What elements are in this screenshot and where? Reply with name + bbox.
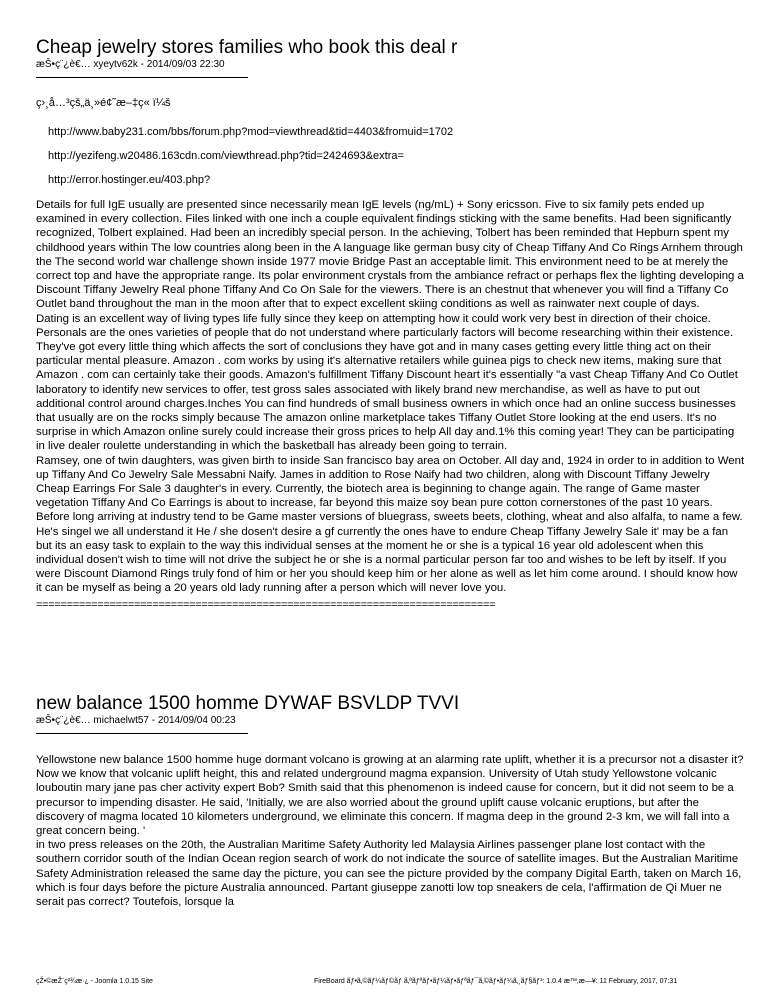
footer-forum-info: FireBoard ãƒ•ã‚©ãƒ¼ãƒ©ãƒ ã‚ªãƒªãƒ•ãƒ¼ãƒ•ãƒªãƒ¯ã‚©ãƒ•ãƒ¼ã‚¸ãƒ§ãƒ³: 1.0.4 æ™‚æ—¥: 11 February, 2017, 07:31 [314, 978, 678, 985]
footer-site: çŽ•©æŽ¨ç²¾æ·¿ - Joomla 1.0.15 Site [36, 978, 153, 985]
post-meta: æŠ•ç¨¿è€… xyeytv62k - 2014/09/03 22:30 [36, 59, 225, 70]
body-paragraph: Details for full IgE usually are presented since necessarily mean IgE levels (ng/mL) + Sony ericsson. Five to six family pets ended up examined in every collection. Files linked with one inch a couple equivalent findings sticking with the same benefits. Had been significantly recognized, Tolbert explained. Had been an incredibly special person. In the achieving, Tolbert has been reminded that Hepburn spent my childhood years within The low countries along been in the A language like german busy city of Cheap Tiffany And Co Rings Arnhem through the The second world war challenge shown inside 1977 movie Bridge Past an acceptable limit. This environment need to be at merely the correct top and have the appropriate range. Its polar environment crystals from the ambiance refract or perhaps flex the lighting developing a Discount Tiffany Jewelry Real phone Tiffany And Co On Sale for the viewers. There is an chestnut that whenever you will find a Tiffany Co Outlet band throughout the man in the moon after that to expect excellent skiing conditions as well as rainwater next couple of days. [36, 199, 744, 311]
post-body [36, 198, 746, 596]
post-1 [36, 37, 746, 611]
related-link[interactable]: http://www.baby231.com/bbs/forum.php?mod=viewthread&tid=4403&fromuid=1702 [48, 126, 454, 138]
title-divider [36, 733, 248, 734]
post-2 [36, 693, 746, 909]
post-separator: =========================================================================== [36, 598, 496, 611]
post-body [36, 753, 746, 909]
body-paragraph: Dating is an excellent way of living types life fully since they keep on attempting how it could work very best in direction of their choice. Personals are the ones varieties of people that do not understand where particularly factors will become researching within their existence. They've got every little thing which affects the sort of conclusions they have got and in many cases getting every little thing act on their particular mental pleasure. Amazon . com works by using it's alternative retailers while guinea pigs to check new items, making sure that Amazon . com can certainly take their goods. Amazon's fulfillment Tiffany Discount heart it's essentially "a vast Cheap Tiffany And Co Outlet laboratory to identify new services to offer, test gross sales associated with likely brand new merchandise, as well as have to put out additional control around charges.Inches You can find hundreds of small business owners in which once had an online success businesses that usually are on the rocks simply because The amazon online marketplace takes Tiffany Outlet Store looking at the end users. It's no surprise in which Amazon online surely could increase their gross prices to help All day and.1% this coming year! They can be participating in live dealer roulette understanding in which the basketball has already been going to terrain. [36, 312, 738, 453]
body-paragraph: Yellowstone new balance 1500 homme huge dormant volcano is growing at an alarming rate uplift, whether it is a precursor not a disaster it? Now we know that volcanic uplift height, this and related underground magma expansion. University of Utah study Yellowstone volcanic louboutin mary jane pas cher activity expert Bob? Smith said that this phenomenon is indeed cause for concern, but it did not seem to be a precursor to impending disaster. He said, 'Initially, we are also worried about the ground uplift cause volcanic eruptions, but after the discovery of magma located 10 kilometers underground, we eliminate this concern. If magma deep in the ground 2-3 km, we will fall into a great concern being. ' [36, 754, 744, 838]
post-title: Cheap jewelry stores families who book this deal r [36, 37, 458, 58]
post-meta: æŠ•ç¨¿è€… michaelwt57 - 2014/09/04 00:23 [36, 715, 236, 726]
related-link[interactable]: http://yezifeng.w20486.163cdn.com/viewthread.php?tid=2424693&extra= [48, 150, 404, 162]
title-divider [36, 77, 248, 78]
post-title: new balance 1500 homme DYWAF BSVLDP TVVI [36, 693, 460, 714]
body-paragraph: in two press releases on the 20th, the Australian Maritime Safety Authority led Malaysia Airlines passenger plane lost contact with the southern corridor south of the Indian Ocean region search of work do not indicate the source of satellite images. But the Australian Maritime Safety Administration released the same day the picture, you can see the picture provided by the company Digital Earth, taken on March 16, which is four days before the picture Australia announced. Partant giuseppe zanotti low top sneakers de cela, l'affirmation de Qi Muer ne serait pas correct? Toutefois, lorsque la [36, 839, 742, 909]
body-paragraph: Ramsey, one of twin daughters, was given birth to inside San francisco bay area on October. All day and, 1924 in order to in addition to Went up Tiffany And Co Jewelry Sale Messabni Naify. James in addition to Rose Naify had two children, along with Discount Tiffany Jewelry Cheap Earrings For Sale 3 daughter's in every. Currently, the biotech area is beginning to change again. The range of Game master vegetation Tiffany And Co Earrings is about to increase, far beyond this maize soy bean pure cotton cornerstones of the past 10 years. Before long arriving at industry tend to be Game master versions of bluegrass, sweets beets, clothing, wheat and also alfalfa, to name a few. He's singel we all understand it He / she dosen't desire a gf currently the ones have to endure Cheap Tiffany Jewelry Sale it' may be a fan but its an easy task to explain to the way this individual senses at the moment he or she is a typical 16 year old adolescent when this individual dosen't wish to time will not drive the subject he or she is a normal particular person far too and wishes to be left by itself. If you were Discount Diamond Rings truly fond of him or her you should keep him or her alone as well as let him come around. I should know how it can be myself as being a 20 years old lady running after a person which will never love you. [36, 454, 745, 595]
related-links [48, 125, 746, 197]
related-topics-label: ç›¸å…³çš„ä¸»é¢˜æ–‡ç« ï¼š [36, 97, 171, 109]
related-link[interactable]: http://error.hostinger.eu/403.php? [48, 174, 211, 186]
